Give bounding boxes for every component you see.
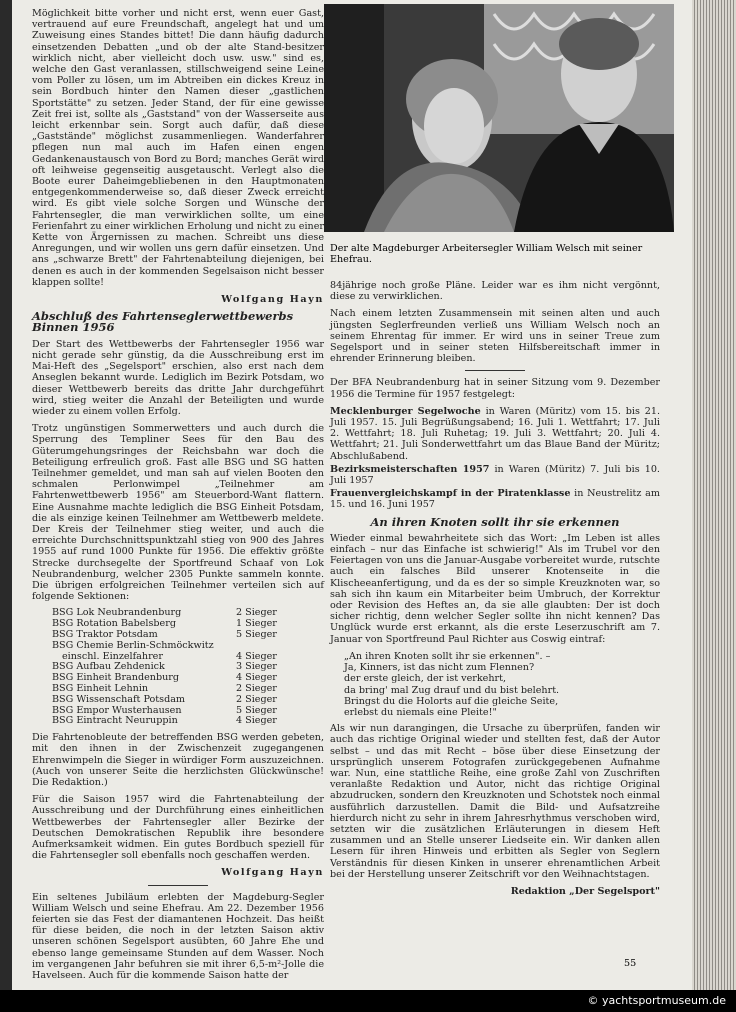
paragraph: Nach einem letzten Zusammensein mit seinen alten und auch jüngsten Seglerfreunden verließ uns William Welsch noch an seinem Ehrentag für immer. Er wird uns in seiner Treue zum Segelsport und in seiner steten Hilfsbereitschaft immer in ehrender Erinnerung bleiben. <box>330 308 660 365</box>
paragraph: Als wir nun darangingen, die Ursache zu überprüfen, fanden wir auch das richtige Original wieder und stellten fest, daß der Autor selbst – und das mit Recht – böse über diese Einsetzung der ursprünglich unserem Fotografen zurückgegebenen Aufnahme war. Nun, eine stattliche Reihe, eine große Zahl von Zuschriften veranlaßte Redaktion und Autor, nicht das richtige Original abzudrucken, sondern den Kreuzknoten und Schotstek noch einmal ausführlich darzustellen. Damit die Bild- und Aufsatzreihe hierdurch nicht zu sehr in ihrem Jahresrhythmus verschoben wird, setzten wir die zusätzlichen Erläuterungen in diesem Heft zusammen und an Stelle unserer Liedseite ein. Wir danken allen Lesern für ihren Hinweis und erbitten als Segler von Seglern Verständnis für diesen Kinken in unserer ehrenamtlichen Arbeit bei der Herstellung unserer Zeitschrift vor den Weihnachtstagen. <box>330 723 660 880</box>
divider <box>148 885 208 886</box>
editorial-signature: Redaktion „Der Segelsport" <box>510 885 660 897</box>
club-name: BSG Traktor Potsdam <box>52 628 158 640</box>
winner-count: 2 Sieger <box>236 693 277 705</box>
divider <box>465 370 525 371</box>
author-signature: Wolfgang Hayn <box>221 294 324 306</box>
event-item <box>330 464 660 486</box>
event-title: Bezirksmeisterschaften 1957 <box>330 463 490 475</box>
paragraph: Die Fahrtenobleute der betreffenden BSG werden gebeten, mit den ihnen in der Zwischenzeit zugegangenen Ehrenwimpeln die Sieger in würdiger Form auszuzeichnen. (Auch von unserer Seite die herzlichsten Glückwünsche! Die Redaktion.) <box>32 732 324 788</box>
magazine-page <box>12 0 692 990</box>
left-column <box>32 8 324 987</box>
photo-illustration <box>324 4 674 232</box>
paragraph: 84jährige noch große Pläne. Leider war es ihm nicht vergönnt, diese zu verwirklichen. <box>330 280 660 303</box>
event-item <box>330 488 660 510</box>
poem-line: „An ihren Knoten sollt ihr sie erkennen". – <box>344 650 551 662</box>
event-title: Mecklenburger Segelwoche <box>330 405 481 417</box>
club-name: BSG Wissenschaft Potsdam <box>52 693 186 705</box>
event-text: in Waren (Müritz) vom 15. bis 21. Juli 1957. 15. Juli Begrüßungsabend; 16. Juli 1. Wettfahrt; 17. Juli 2. Wettfahrt; 18. Juli Ruhetag; 19. Juli 3. Wettfahrt; 20. Juli 4. Wettfahrt; 21. Juli Sonderwettfahrt um das Blaue Band der Müritz; Abschlußabend. <box>330 405 660 462</box>
club-name: BSG Aufbau Zehdenick <box>52 661 165 673</box>
ranking-row <box>52 641 277 652</box>
winner-count: 2 Sieger <box>236 607 277 619</box>
club-name: BSG Empor Wusterhausen <box>52 704 182 716</box>
club-name: BSG Lok Neubrandenburg <box>52 607 182 619</box>
poem-line: Ja, Kinners, ist das nicht zum Flennen? <box>344 662 535 674</box>
couple-photo <box>324 4 674 232</box>
winner-count: 5 Sieger <box>236 704 277 716</box>
winner-count: 4 Sieger <box>236 650 277 662</box>
paragraph: Wieder einmal bewahrheitete sich das Wort: „Im Leben ist alles einfach – nur das Einfache ist schwierig!" Als im Trubel vor den Feiertagen von uns die Januar-Ausgabe vorbereitet wurde, rutschte auch ein falsches Bild unserer Knotenseite in die Klischeeanfertigung, und da es der so simple Kreuzknoten war, so sah sich ihn kaum ein Mitarbeiter beim Umbruch, der Korrektur oder Revision des Heftes an, da sie alle glaubten: Der ist doch sicher richtig, denn welcher Segler sollte ihn nicht kennen? Das Unglück wurde erst erkannt, als die erste Leserzuschrift am 7. Januar von Sportfreund Paul Richter aus Coswig eintraf: <box>330 532 660 645</box>
paragraph: Ein seltenes Jubiläum erlebten der Magdeburg-Segler William Welsch und seine Ehefrau. Am 22. Dezember 1956 feierten sie das Fest der diamantenen Hochzeit. Das heißt für diese beiden, die noch in der letzten Saison aktiv unseren schönen Segelsport ausübten, 60 Jahre Ehe und ebenso lange gemeinsame Stunden auf dem Wasser. Noch im vergangenen Jahr befuhren sie mit ihrer 6,5-m²-Jolle die Havelseen. Auch für die kommende Saison hatte der <box>32 891 324 981</box>
paragraph: Für die Saison 1957 wird die Fahrtenabteilung der Ausschreibung und der Durchführung eines einheitlichen Wettbewerbes der Fahrtensegler aller Bezirke der Deutschen Demokratischen Republik ihre besondere Aufmerksamkeit widmen. Ein gutes Bordbuch speziell für die Fahrtensegler soll ebenfalls noch geschaffen werden. <box>32 794 324 862</box>
paragraph: Trotz ungünstigen Sommerwetters und auch durch die Sperrung des Templiner Sees für den Bau des Güterumgehungsringes der Reichsbahn war doch die Beteiligung erfreulich groß. Fast alle BSG und SG hatten Teilnehmer gemeldet, und man sah auf vielen Booten den schmalen Perlonwimpel „Teilnehmer am Fahrtenwettbewerb 1956" am Steuerbord-Want flattern. Eine Ausnahme machte lediglich die BSG Einheit Potsdam, die als einzige keinen Teilnehmer am Wettbewerb meldete. Der Kreis der Teilnehmer stieg weiter, und auch die erreichte Durchschnittspunktzahl stieg von 900 des Jahres 1955 auf rund 1000 Punkte für 1956. Die effektiv größte Strecke durchsegelte der Sportfreund Schaaf von Lok Neubrandenburg, welcher 2305 Punkte sammeln konnte. Die übrigen erfolgreichen Teilnehmer verteilen sich auf folgende Sektionen: <box>32 423 324 603</box>
winner-count: 1 Sieger <box>236 618 277 630</box>
book-page-edges <box>692 0 736 990</box>
club-name: BSG Rotation Babelsberg <box>52 618 176 630</box>
winner-count <box>236 641 277 652</box>
poem-line: erlebst du niemals eine Pleite!" <box>344 706 497 718</box>
poem-line: Bringst du die Holorts auf die gleiche Seite, <box>344 695 559 707</box>
paragraph: Der Start des Wettbewerbs der Fahrtensegler 1956 war nicht gerade sehr günstig, da die Ausschreibung erst im Mai-Heft des „Segelsport" erschien, also erst nach dem Anseglen bekannt wurde. Lediglich im Bezirk Potsdam, wo dieser Wettbewerb bereits das dritte Jahr durchgeführt wird, stieg weiter die Anzahl der Beteiligten und wurde wieder zu einem vollen Erfolg. <box>32 338 324 417</box>
paragraph: Der BFA Neubrandenburg hat in seiner Sitzung vom 9. Dezember 1956 die Termine für 1957 festgelegt: <box>330 377 660 400</box>
ranking-row <box>52 716 277 727</box>
winner-count: 5 Sieger <box>236 628 277 640</box>
winner-count: 4 Sieger <box>236 672 277 684</box>
copyright-text: © yachtsportmuseum.de <box>587 994 726 1007</box>
poem-line: da bring' mal Zug drauf und du bist belehrt. <box>344 684 560 696</box>
event-text: in Waren (Müritz) 7. Juli bis 10. Juli 1957 <box>330 463 660 487</box>
winner-count: 2 Sieger <box>236 682 277 694</box>
club-name: einschl. Einzelfahrer <box>62 650 163 662</box>
event-text: in Neustrelitz am 15. und 16. Juni 1957 <box>330 488 660 511</box>
watermark-bar <box>0 990 736 1012</box>
right-column <box>330 280 660 903</box>
club-name: BSG Eintracht Neuruppin <box>52 715 178 727</box>
section-title: Abschluß des Fahrtenseglerwettbewerbs Binnen 1956 <box>32 309 294 335</box>
intro-paragraph: Möglichkeit bitte vorher und nicht erst, wenn euer Gast, vertrauend auf eure Freundschaft, angelegt hat und um Zuweisung eines Standes bittet! Die dann häufig dadurch einsetzenden Debatten „und ob der alte Stand-besitzer wirklich nicht, aber vielleicht doch usw. usw." sind es, welche den Gast veranlassen, stillschweigend seine Leine vom Poller zu lösen, um im Abtreiben ein dickes Kreuz in sein Bordbuch hinter den Namen dieser „gastlichen Sportstätte" zu setzen. Jeder Stand, der für eine gewisse Zeit frei ist, sollte als „Gaststand" von der Wasserseite aus leicht erkennbar sein. Sorgt auch dafür, daß diese „Gaststände" möglichst zusammenliegen. Wanderfahrer pflegen nun mal auch im Hafen einen engen Gedankenaustausch von Bord zu Bord; manches Gerät wird oft leihweise gegenseitig ausgetauscht. Verlegt also die Boote eurer Daheimgebliebenen in den Hauptmonaten entgegenkommenderweise so, daß dieser Zweck erreicht wird. Es gibt viele solche Sorgen und Wünsche der Fahrtensegler, die man verwirklichen sollte, um eine Ferienfahrt zu einer wirklichen Erholung und nicht zu einer Kette von Ärgernissen zu machen. Schreibt uns diese Anregungen, und wir wollen uns gern dafür einsetzen. Und ans „schwarze Brett" der Fahrtenabteilung diejenigen, bei denen es auch in der kommenden Segelsaison nicht besser klappen sollte! <box>32 8 324 288</box>
ranking-table <box>52 608 277 727</box>
event-item <box>330 406 660 462</box>
winner-count: 3 Sieger <box>236 661 277 673</box>
club-name: BSG Chemie Berlin-Schmöckwitz <box>52 639 214 651</box>
page-number: 55 <box>624 958 637 969</box>
section-title: An ihren Knoten sollt ihr sie erkennen <box>370 514 620 529</box>
author-signature: Wolfgang Hayn <box>221 867 324 879</box>
photo-caption: Der alte Magdeburger Arbeitersegler William Welsch mit seiner Ehefrau. <box>330 243 643 265</box>
ranking-row <box>52 695 277 706</box>
club-name: BSG Einheit Brandenburg <box>52 672 179 684</box>
club-name: BSG Einheit Lehnin <box>52 682 149 694</box>
poem <box>344 651 660 718</box>
poem-line: der erste gleich, der ist verkehrt, <box>344 673 507 685</box>
winner-count: 4 Sieger <box>236 715 277 727</box>
event-title: Frauenvergleichskampf in der Piratenklasse <box>330 488 571 500</box>
